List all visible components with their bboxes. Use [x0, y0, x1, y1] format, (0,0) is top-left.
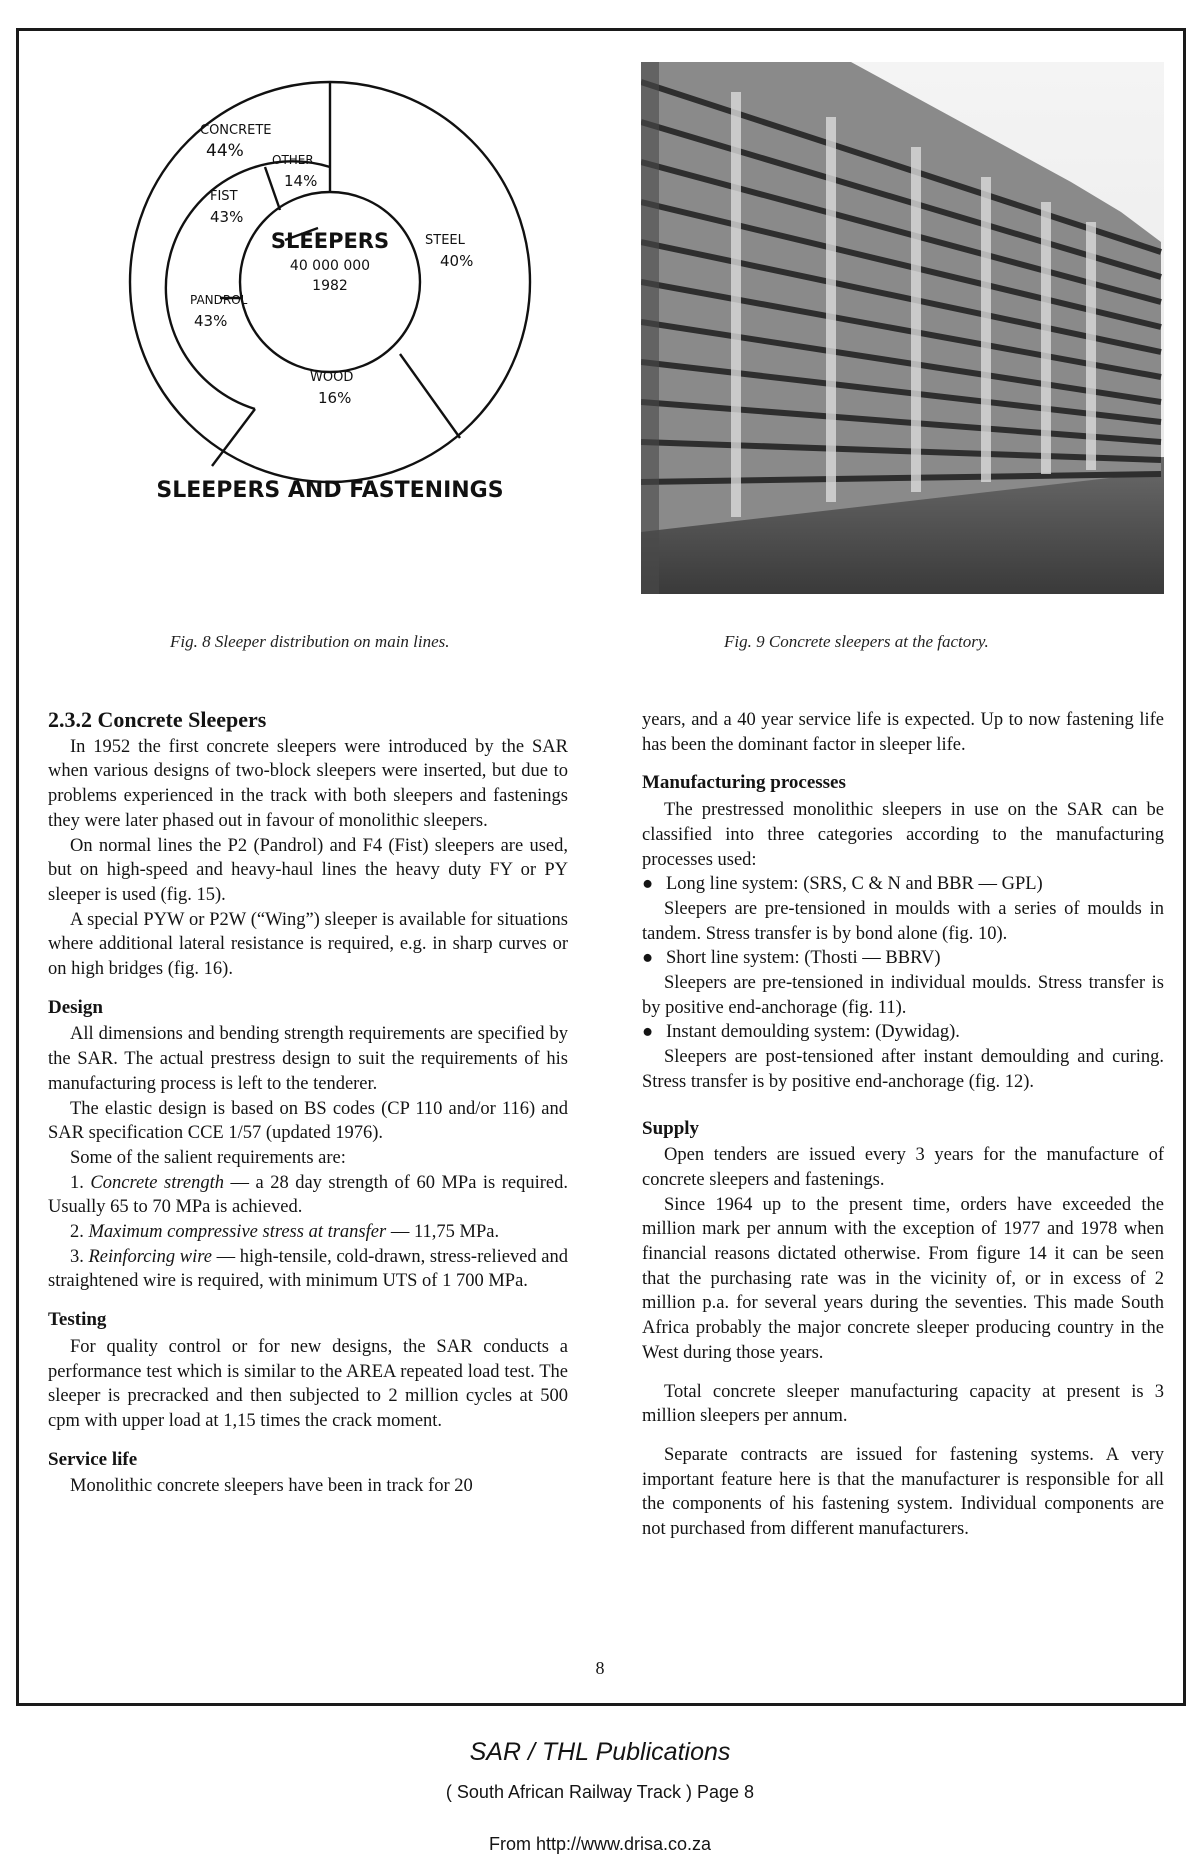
footer-source: From http://www.drisa.co.za: [488, 1834, 712, 1854]
requirement-1: 1. Concrete strength — a 28 day strength of 60 MPa is required. Usually 65 to 70 MPa is achieved.: [48, 1172, 569, 1218]
section-title: 2.3.2 Concrete Sleepers: [48, 707, 267, 732]
supply-paragraph-3: Total concrete sleeper manufacturing capacity at present is 3 million sleepers per annum.: [642, 1381, 1164, 1427]
testing-paragraph: For quality control or for new designs, the SAR conducts a performance test which is similar to the AREA repeated load test. The sleeper is precracked and then subjected to 2 million cycles at 500 cpm with upper load at 1,15 times the crack moment.: [48, 1336, 568, 1431]
page-number: 8: [595, 1658, 605, 1678]
supply-heading: Supply: [642, 1117, 700, 1139]
design-heading: Design: [48, 996, 103, 1018]
bullet-icon: ●: [642, 948, 654, 969]
right-column: [642, 708, 1164, 1542]
center-count: 40 000 000: [289, 258, 371, 274]
fig9-caption: Fig. 9 Concrete sleepers at the factory.: [724, 632, 989, 651]
short-line-description: Sleepers are pre-tensioned in individual moulds. Stress transfer is by positive end-anchorage (fig. 11).: [642, 973, 1164, 1018]
service-life-paragraph: Monolithic concrete sleepers have been in track for 20: [70, 1476, 473, 1497]
label-pandrol: PANDROL: [190, 293, 248, 307]
normal-lines-paragraph: On normal lines the P2 (Pandrol) and F4 (Fist) sleepers are used, but on high-speed and heavy-haul lines the heavy duty FY or PY sleeper is used (fig. 15).: [48, 835, 568, 905]
manufacturing-heading: Manufacturing processes: [642, 772, 846, 794]
design-paragraph-3: Some of the salient requirements are:: [70, 1147, 346, 1168]
instant-demoulding-description: Sleepers are post-tensioned after instant demoulding and curing. Stress transfer is by positive end-anchorage (fig. 12).: [642, 1047, 1164, 1092]
manufacturing-intro: The prestressed monolithic sleepers in use on the SAR can be classified into three categories according to the manufacturing processes used:: [642, 800, 1164, 870]
service-life-heading: Service life: [48, 1448, 138, 1470]
value-other: 14%: [284, 172, 318, 190]
long-line-description: Sleepers are pre-tensioned in moulds with a series of moulds in tandem. Stress transfer is by bond alone (fig. 10).: [642, 898, 1164, 944]
wing-sleeper-paragraph: A special PYW or P2W (“Wing”) sleeper is available for situations where additional lateral resistance is required, e.g. in sharp curves or on high bridges (fig. 16).: [48, 909, 568, 980]
requirement-2: 2. Maximum compressive stress at transfer — 11,75 MPa.: [70, 1222, 500, 1243]
value-fist: 43%: [210, 208, 244, 226]
photo-svg: [641, 62, 1164, 594]
requirement-3: 3. Reinforcing wire — high-tensile, cold-drawn, stress-relieved and straightened wire is required, with minimum UTS of 1 700 MPa.: [48, 1246, 569, 1292]
value-concrete: 44%: [206, 141, 244, 161]
supply-paragraph-1: Open tenders are issued every 3 years for the manufacture of concrete sleepers and fastenings.: [642, 1145, 1164, 1190]
design-paragraph-1: All dimensions and bending strength requirements are specified by the SAR. The actual prestress design to suit the requirements of his manufacturing process is left to the tenderer.: [48, 1024, 568, 1094]
bullet-icon: ●: [642, 874, 654, 895]
value-steel: 40%: [440, 252, 474, 270]
bullet-short-line: ● Short line system: (Thosti — BBRV): [642, 946, 1164, 971]
concrete-sleepers-photo: [641, 62, 1164, 594]
bullet-long-line: ● Long line system: (SRS, C & N and BBR — GPL): [642, 872, 1164, 897]
bullet-instant-demoulding: ● Instant demoulding system: (Dywidag).: [642, 1020, 1164, 1045]
supply-paragraph-2: Since 1964 up to the present time, orders have exceeded the million mark per annum with the exception of 1977 and 1978 when financial reasons dictated otherwise. From figure 14 it can be seen that the purchasing rate was in the vicinity of, or in excess of 2 million p.a. for several years during the seventies. This made South Africa probably the major concrete sleeper producing country in the West during those years.: [642, 1194, 1164, 1363]
design-paragraph-2: The elastic design is based on BS codes (CP 110 and/or 116) and SAR specification CCE 1/57 (updated 1976).: [48, 1098, 568, 1144]
footer-publisher: SAR / THL Publications: [469, 1738, 731, 1766]
diagram-svg: [100, 52, 560, 612]
concrete-arc: [166, 161, 330, 409]
left-column: [48, 708, 568, 1499]
fig8-caption: Fig. 8 Sleeper distribution on main lines.: [170, 632, 450, 651]
center-year: 1982: [312, 278, 348, 294]
value-wood: 16%: [318, 389, 352, 407]
divider-other-fist: [265, 167, 280, 210]
supply-paragraph-4: Separate contracts are issued for fastening systems. A very important feature here is that the manufacturer is responsible for all the components of his fastening system. Individual components are not purchased from different manufacturers.: [642, 1444, 1164, 1540]
label-wood: WOOD: [310, 370, 354, 385]
label-other: OTHER: [272, 153, 314, 167]
diagram-title: SLEEPERS AND FASTENINGS: [156, 478, 504, 503]
label-fist: FIST: [210, 189, 238, 204]
divider-wood-right: [400, 354, 460, 438]
label-concrete: CONCRETE: [200, 123, 272, 138]
service-life-continued: years, and a 40 year service life is expected. Up to now fastening life has been the dominant factor in sleeper life.: [642, 710, 1164, 755]
footer-book-page: ( South African Railway Track ) Page 8: [445, 1782, 755, 1802]
value-pandrol: 43%: [194, 312, 228, 330]
bullet-icon: ●: [642, 1022, 654, 1043]
center-title: SLEEPERS: [270, 229, 390, 253]
intro-paragraph: In 1952 the first concrete sleepers were introduced by the SAR when various designs of two-block sleepers were inserted, but due to problems experienced in the track with both sleepers and fastenings they were later phased out in favour of monolithic sleepers.: [48, 736, 568, 831]
testing-heading: Testing: [48, 1309, 107, 1331]
label-steel: STEEL: [425, 233, 465, 248]
sleeper-distribution-diagram: [100, 52, 560, 612]
